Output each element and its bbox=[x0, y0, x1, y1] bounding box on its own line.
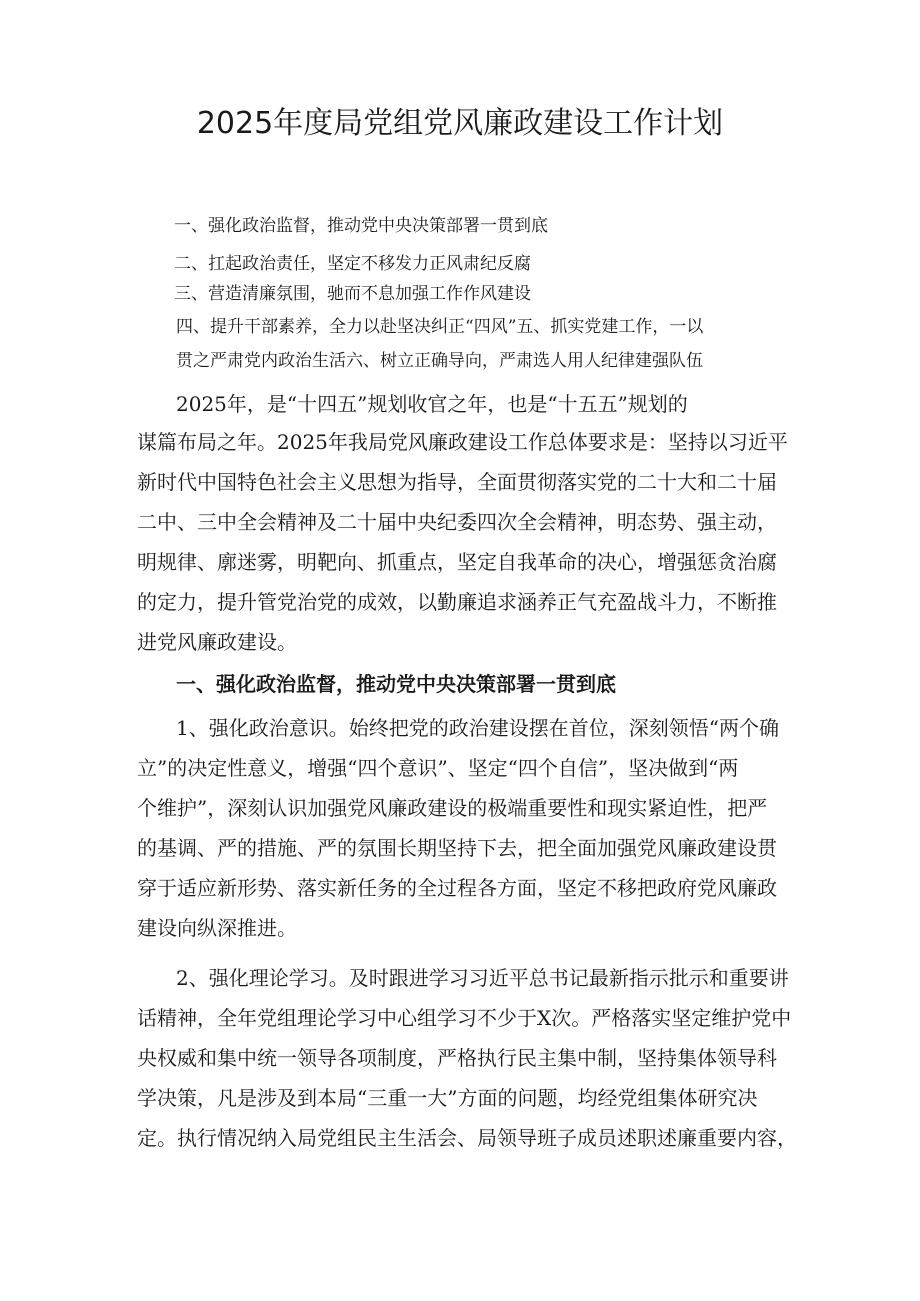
text-line: 1、强化政治意识。始终把党的政治建设摆在首位，深刻领悟“两个确 bbox=[176, 716, 779, 740]
text-line: 二中、三中全会精神及二十届中央纪委四次全会精神，明态势、强主动， bbox=[137, 510, 777, 534]
text-line: 的定力，提升管党治党的成效，以勤廉追求涵养正气充盈战斗力，不断推 bbox=[137, 590, 777, 614]
text-line: 个维护”，深刻认识加强党风廉政建设的极端重要性和现实紧迫性，把严 bbox=[137, 796, 768, 820]
text-line: 央权威和集中统一领导各项制度，严格执行民主集中制，坚持集体领导科 bbox=[137, 1046, 777, 1070]
text-line: 话精神，全年党组理论学习中心组学习不少于X次。严格落实坚定维护党中 bbox=[137, 1006, 792, 1030]
text-line: 穿于适应新形势、落实新任务的全过程各方面，坚定不移把政府党风廉政 bbox=[137, 876, 777, 900]
text-line: 明规律、廓迷雾，明靶向、抓重点，坚定自我革命的决心，增强惩贪治腐 bbox=[137, 550, 777, 574]
text-line: 立”的决定性意义，增强“四个意识”、坚定“四个自信”，坚决做到“两 bbox=[137, 756, 739, 780]
text-line: 谋篇布局之年。2025年我局党风廉政建设工作总体要求是：坚持以习近平 bbox=[137, 430, 788, 454]
section-heading-1: 一、强化政治监督，推动党中央决策部署一贯到底 bbox=[176, 672, 616, 696]
text-line: 的基调、严的措施、严的氛围长期坚持下去，把全面加强党风廉政建设贯 bbox=[137, 836, 777, 860]
text-line: 学决策，凡是涉及到本局“三重一大”方面的问题，均经党组集体研究决 bbox=[137, 1086, 758, 1110]
text-line: 2025年，是“十四五”规划收官之年，也是“十五五”规划的 bbox=[176, 392, 688, 416]
text-line: 2、强化理论学习。及时跟进学习习近平总书记最新指示批示和重要讲 bbox=[176, 966, 789, 990]
toc-item-4: 四、提升干部素养，全力以赴坚决纠正“四风”五、抓实党建工作，一以 bbox=[176, 317, 704, 337]
text-line: 定。执行情况纳入局党组民主生活会、局领导班子成员述职述廉重要内容， bbox=[137, 1126, 797, 1150]
document-title: 2025年度局党组党风廉政建设工作计划 bbox=[196, 106, 724, 141]
toc-item-4-continued: 贯之严肃党内政治生活六、树立正确导向，严肃选人用人纪律建强队伍 bbox=[176, 351, 703, 371]
toc-item-2: 二、扛起政治责任，坚定不移发力正风肃纪反腐 bbox=[174, 254, 531, 274]
toc-item-1: 一、强化政治监督，推动党中央决策部署一贯到底 bbox=[174, 216, 548, 236]
text-line: 进党风廉政建设。 bbox=[137, 630, 297, 654]
toc-item-3: 三、营造清廉氛围，驰而不息加强工作作风建设 bbox=[174, 284, 531, 304]
text-line: 新时代中国特色社会主义思想为指导，全面贯彻落实党的二十大和二十届 bbox=[137, 470, 777, 494]
text-line: 建设向纵深推进。 bbox=[137, 916, 297, 940]
